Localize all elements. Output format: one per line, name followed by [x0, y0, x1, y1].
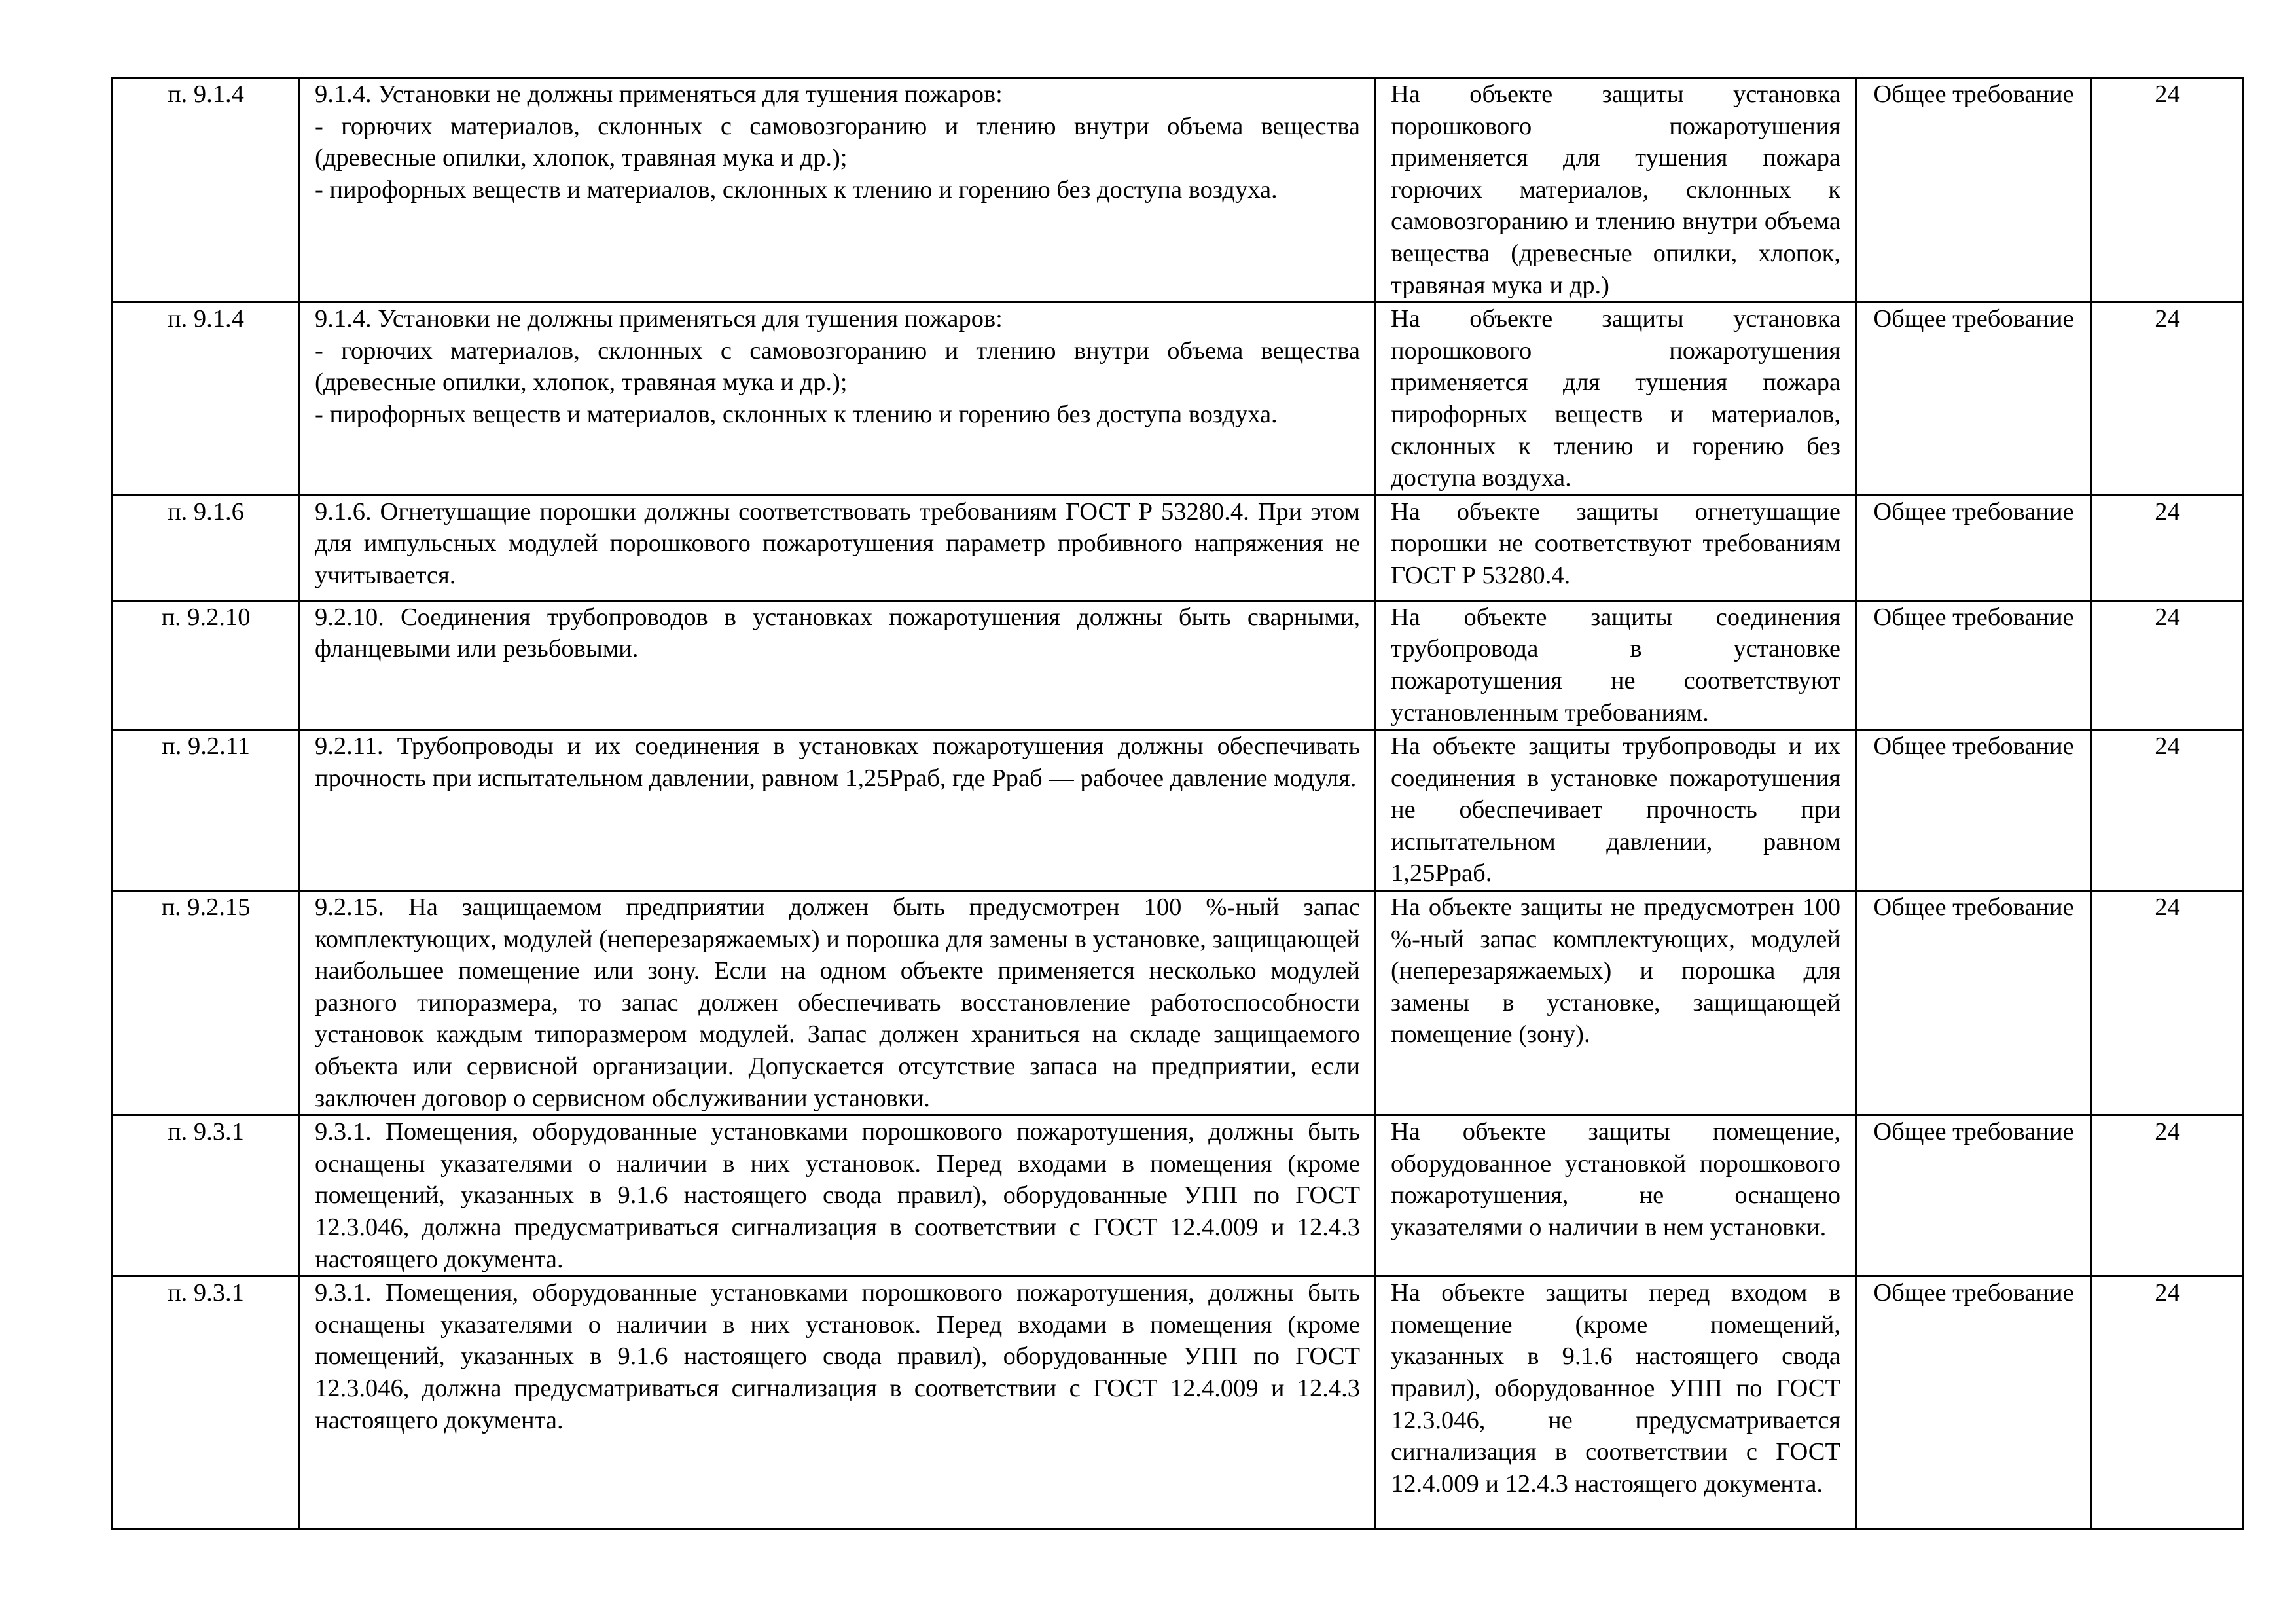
page-number: 24 [2092, 891, 2244, 1115]
requirement-type: Общее требование [1856, 78, 2092, 302]
table-row [113, 730, 2244, 891]
requirement-line: - пирофорных веществ и материалов, склонных к тлению и горению без доступа воздуха. [315, 400, 1278, 428]
page-number: 24 [2092, 1115, 2244, 1276]
table-row [113, 78, 2244, 302]
violation-text: На объекте защиты установка порошкового пожаротушения применяется для тушения пожара горючих материалов, склонных к самовозгоранию и тлению внутри объема вещества (древесные опилки, хлопок, травяная мука и др.) [1376, 78, 1856, 302]
violation-text: На объекте защиты трубопроводы и их соединения в установке пожаротушения не обеспечивает прочность при испытательном давлении, равном 1,25Рраб. [1376, 730, 1856, 891]
requirement-line: 9.2.10. Соединения трубопроводов в установках пожаротушения должны быть сварными, фланцевыми или резьбовыми. [315, 603, 1360, 663]
requirement-text [300, 600, 1376, 729]
clause-ref: п. 9.1.4 [113, 78, 300, 302]
requirement-text [300, 495, 1376, 600]
requirement-type: Общее требование [1856, 302, 2092, 496]
table-row [113, 495, 2244, 600]
violation-text: На объекте защиты огнетушащие порошки не соответствуют требованиям ГОСТ Р 53280.4. [1376, 495, 1856, 600]
requirement-line: 9.3.1. Помещения, оборудованные установками порошкового пожаротушения, должны быть оснащены указателями о наличии в них установок. Перед входами в помещения (кроме помещений, указанных в 9.1.6 настоящего свода правил), оборудованные УПП по ГОСТ 12.3.046, должна предусматриваться сигнализация в соответствии с ГОСТ 12.4.009 и 12.4.3 настоящего документа. [315, 1279, 1360, 1434]
page-number: 24 [2092, 1276, 2244, 1530]
requirement-line: 9.1.4. Установки не должны применяться для тушения пожаров: [315, 305, 1003, 333]
requirement-line: - горючих материалов, склонных с самовозгоранию и тлению внутри объема вещества (древесные опилки, хлопок, травяная мука и др.); [315, 336, 1360, 397]
requirement-line: - пирофорных веществ и материалов, склонных к тлению и горению без доступа воздуха. [315, 175, 1278, 204]
requirement-line: 9.2.11. Трубопроводы и их соединения в установках пожаротушения должны обеспечивать прочность при испытательном давлении, равном 1,25Рраб, где Рраб — рабочее давление модуля. [315, 732, 1360, 792]
requirement-text [300, 730, 1376, 891]
clause-ref: п. 9.2.15 [113, 891, 300, 1115]
requirement-text [300, 302, 1376, 496]
requirement-type: Общее требование [1856, 1276, 2092, 1530]
requirement-type: Общее требование [1856, 730, 2092, 891]
requirement-line: 9.2.15. На защищаемом предприятии должен быть предусмотрен 100 %-ный запас комплектующих, модулей (неперезаряжаемых) и порошка для замены в установке, защищающей наибольшее помещение или зону. Если на одном объекте применяется несколько модулей разного типоразмера, то запас должен обеспечивать восстановление работоспособности установок каждым типоразмером модулей. Запас должен храниться на складе защищаемого объекта или сервисной организации. Допускается отсутствие запаса на предприятии, если заключен договор о сервисном обслуживании установки. [315, 893, 1360, 1112]
table-row [113, 1276, 2244, 1530]
table-row [113, 1115, 2244, 1276]
clause-ref: п. 9.1.4 [113, 302, 300, 496]
requirement-text [300, 78, 1376, 302]
requirement-line: 9.3.1. Помещения, оборудованные установками порошкового пожаротушения, должны быть оснащены указателями о наличии в них установок. Перед входами в помещения (кроме помещений, указанных в 9.1.6 настоящего свода правил), оборудованные УПП по ГОСТ 12.3.046, должна предусматриваться сигнализация в соответствии с ГОСТ 12.4.009 и 12.4.3 настоящего документа. [315, 1118, 1360, 1273]
requirement-text [300, 891, 1376, 1115]
table-row [113, 302, 2244, 496]
table-row [113, 600, 2244, 729]
requirement-line: 9.1.4. Установки не должны применяться для тушения пожаров: [315, 81, 1003, 108]
requirement-type: Общее требование [1856, 891, 2092, 1115]
clause-ref: п. 9.2.11 [113, 730, 300, 891]
requirement-line: - горючих материалов, склонных с самовозгоранию и тлению внутри объема вещества (древесные опилки, хлопок, травяная мука и др.); [315, 112, 1360, 172]
requirement-line: 9.1.6. Огнетушащие порошки должны соответствовать требованиям ГОСТ Р 53280.4. При этом для импульсных модулей порошкового пожаротушения параметр пробивного напряжения не учитывается. [315, 497, 1360, 589]
clause-ref: п. 9.3.1 [113, 1276, 300, 1530]
page-number: 24 [2092, 730, 2244, 891]
clause-ref: п. 9.3.1 [113, 1115, 300, 1276]
requirement-type: Общее требование [1856, 495, 2092, 600]
requirement-text [300, 1276, 1376, 1530]
requirements-table [111, 77, 2244, 1530]
violation-text: На объекте защиты помещение, оборудованное установкой порошкового пожаротушения, не оснащено указателями о наличии в нем установки. [1376, 1115, 1856, 1276]
violation-text: На объекте защиты соединения трубопровода в установке пожаротушения не соответствуют установленным требованиям. [1376, 600, 1856, 729]
clause-ref: п. 9.2.10 [113, 600, 300, 729]
page-number: 24 [2092, 495, 2244, 600]
violation-text: На объекте защиты не предусмотрен 100 %-ный запас комплектующих, модулей (неперезаряжаемых) и порошка для замены в установке, защищающей помещение (зону). [1376, 891, 1856, 1115]
requirement-type: Общее требование [1856, 1115, 2092, 1276]
requirement-type: Общее требование [1856, 600, 2092, 729]
violation-text: На объекте защиты установка порошкового пожаротушения применяется для тушения пожара пирофорных веществ и материалов, склонных к тлению и горению без доступа воздуха. [1376, 302, 1856, 496]
page-number: 24 [2092, 78, 2244, 302]
page-number: 24 [2092, 600, 2244, 729]
table-row [113, 891, 2244, 1115]
requirement-text [300, 1115, 1376, 1276]
page-number: 24 [2092, 302, 2244, 496]
clause-ref: п. 9.1.6 [113, 495, 300, 600]
violation-text: На объекте защиты перед входом в помещение (кроме помещений, указанных в 9.1.6 настоящего свода правил), оборудованное УПП по ГОСТ 12.3.046, не предусматривается сигнализация в соответствии с ГОСТ 12.4.009 и 12.4.3 настоящего документа. [1376, 1276, 1856, 1530]
